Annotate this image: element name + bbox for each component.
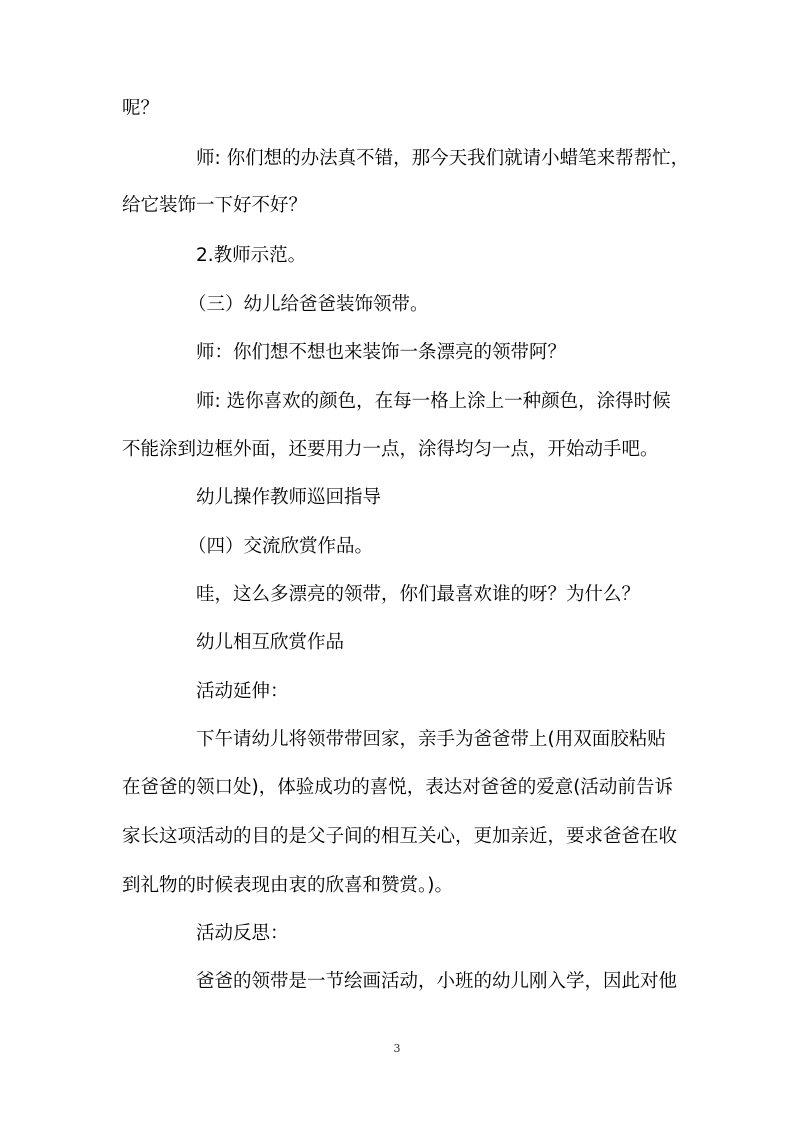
text-line-continuation: 家长这项活动的目的是父子间的相互关心，更加亲近，要求爸爸在收 bbox=[122, 826, 678, 847]
text-line-paragraph: 幼儿相互欣赏作品 bbox=[196, 632, 345, 653]
text-line-paragraph: 幼儿操作教师巡回指导 bbox=[196, 487, 382, 508]
section-heading-three: （三）幼儿给爸爸装饰领带。 bbox=[188, 294, 429, 315]
text-line-paragraph: 哇，这么多漂亮的领带，你们最喜欢谁的呀？为什么？ bbox=[196, 584, 641, 605]
text-line-continuation: 不能涂到边框外面，还要用力一点，涂得均匀一点，开始动手吧。 bbox=[122, 439, 659, 460]
text-line-teacher-question: 师：你们想不想也来装饰一条漂亮的领带阿？ bbox=[196, 342, 567, 363]
text-line-teacher-praise: 师: 你们想的办法真不错，那今天我们就请小蜡笔来帮帮忙， bbox=[196, 148, 690, 169]
text-line-paragraph: 下午请幼儿将领带带回家，亲手为爸爸带上(用双面胶粘贴 bbox=[196, 729, 666, 750]
section-heading-four: （四）交流欣赏作品。 bbox=[188, 536, 374, 557]
text-line-continuation: 在爸爸的领口处)，体验成功的喜悦，表达对爸爸的爱意(活动前告诉 bbox=[122, 777, 673, 798]
heading-activity-extension: 活动延伸： bbox=[196, 681, 289, 702]
text-line-continuation: 给它装饰一下好不好？ bbox=[122, 195, 308, 216]
page-number: 3 bbox=[393, 1042, 401, 1055]
heading-activity-reflection: 活动反思： bbox=[196, 923, 289, 944]
text-line-continuation: 到礼物的时候表现由衷的欣喜和赞赏。)。 bbox=[122, 875, 453, 896]
text-line-teacher-instruction: 师: 选你喜欢的颜色，在每一格上涂上一种颜色，涂得时候 bbox=[196, 391, 671, 412]
text-line-continuation: 呢？ bbox=[122, 98, 160, 119]
text-line-step-heading: 2.教师示范。 bbox=[196, 245, 307, 266]
text-line-paragraph: 爸爸的领带是一节绘画活动，小班的幼儿刚入学，因此对他 bbox=[196, 971, 678, 992]
